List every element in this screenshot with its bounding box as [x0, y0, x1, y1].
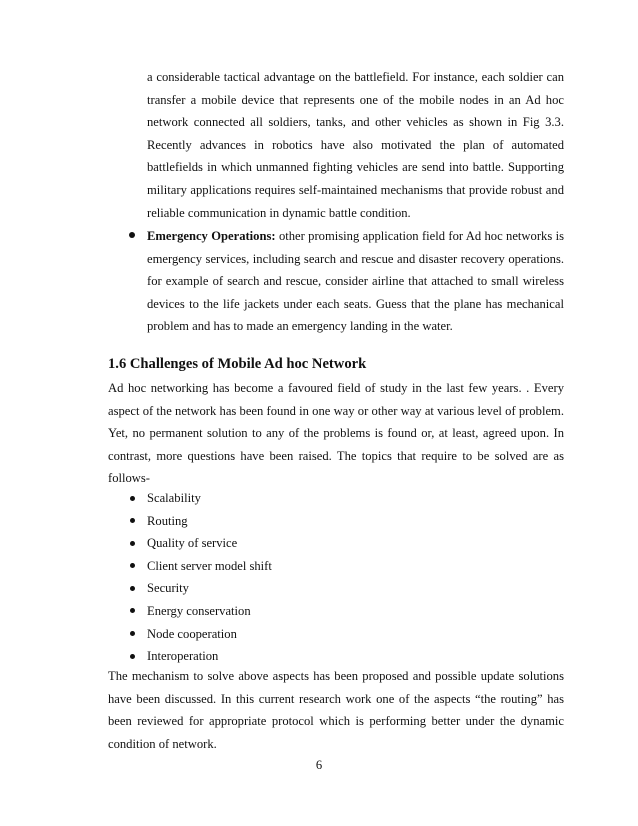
list-item [108, 555, 272, 578]
bullet-icon [130, 541, 135, 546]
bullet-icon [130, 518, 135, 523]
intro-paragraph: Ad hoc networking has become a favoured field of study in the last few years. . Every aspect of the network has been found in one way or other way at various level of problem. Yet, no permanent solution to any of the problems is found or, at least, agreed upon. In contrast, more questions have been raised. The topics that require to be solved are as follows- [108, 381, 564, 486]
list-item-label: Energy conservation [147, 603, 251, 618]
bullet-icon [130, 608, 135, 613]
emergency-operations-text: other promising application field for Ad hoc networks is emergency services, including search and rescue and disaster recovery operations. for example of search and rescue, consider airline that attached to small wireless devices to the life jackets under each seats. Guess that the plane has mechanical problem and has to made an emergency landing in the water. [147, 229, 564, 334]
list-item-label: Client server model shift [147, 558, 272, 573]
emergency-operations-term: Emergency Operations: [147, 229, 276, 243]
closing-paragraph: The mechanism to solve above aspects has been proposed and possible update solutions have been discussed. In this current research work one of the aspects “the routing” has been reviewed for appropriate protocol which is performing better under the dynamic condition of network. [108, 669, 564, 751]
list-item [108, 577, 272, 600]
bullet-icon [130, 586, 135, 591]
emergency-operations-item [147, 225, 564, 338]
section-heading: 1.6 Challenges of Mobile Ad hoc Network [108, 356, 367, 372]
list-item-label: Scalability [147, 491, 201, 505]
list-item-label: Quality of service [147, 536, 238, 551]
bullet-icon [130, 496, 135, 501]
list-item [108, 510, 272, 533]
bullet-icon [130, 654, 135, 659]
continuation-paragraph: a considerable tactical advantage on the battlefield. For instance, each soldier can transfer a mobile device that represents one of the mobile nodes in an Ad hoc network connected all soldiers, tanks, and other vehicles as shown in Fig 3.3. Recently advances in robotics have also motivated the plan of automated battlefields in which unmanned fighting vehicles are send into battle. Supporting military applications requires self-maintained mechanisms that provide robust and reliable communication in dynamic battle condition. [147, 70, 564, 220]
challenges-list [108, 487, 272, 668]
page-number: 6 [315, 758, 323, 772]
bullet-icon [130, 631, 135, 636]
list-item [108, 600, 272, 623]
list-item [108, 487, 272, 510]
list-item-label: Routing [147, 513, 188, 528]
bullet-icon [129, 232, 135, 238]
list-item [108, 623, 272, 646]
list-item-label: Interoperation [147, 649, 219, 664]
list-item-label: Node cooperation [147, 626, 237, 641]
bullet-icon [130, 563, 135, 568]
list-item [108, 532, 272, 555]
list-item-label: Security [147, 581, 189, 596]
